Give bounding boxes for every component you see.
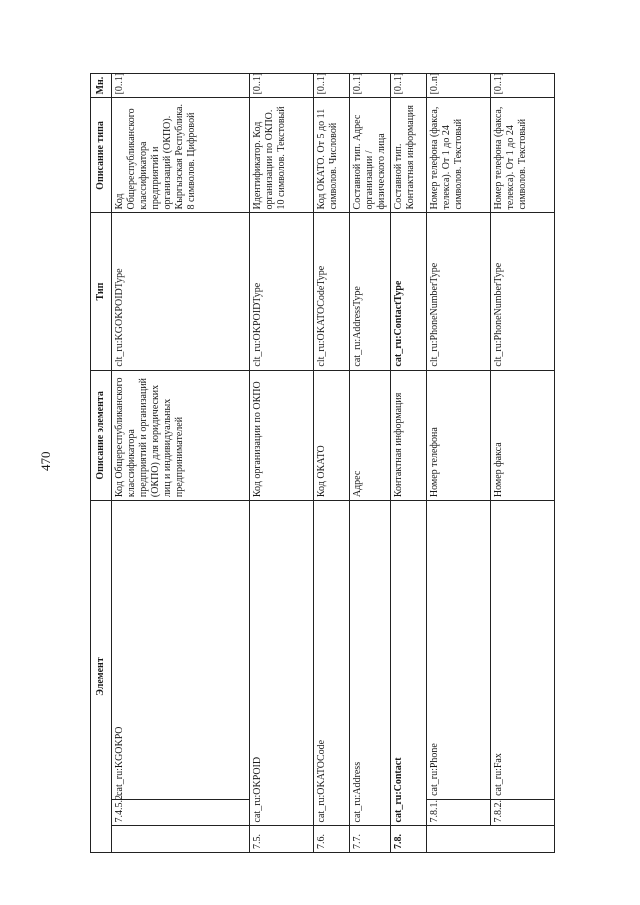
row-type-description: Код Общереспубликанского классификатора предприятий и организаций (ОКПО). Кыргызская Республика. 8 символов. Цифровой [112,98,250,213]
indent-cell [491,826,555,853]
row-element-description: Код организации по ОКПО [250,370,314,501]
row-type: clt_ru:KGOKPOIDType [112,213,250,370]
row-number: 7.8. [391,826,427,853]
row-type: clt_ru:OKPOIDType [250,213,314,370]
row-element-description: Код Общереспубликанского классификатора предприятий и организаций (ОКПО) для юридических лиц и индивидуальных предпринимателей [112,370,250,501]
row-element-description: Адрес [350,370,391,501]
row-element: cat_ru:KGOKPO [112,501,250,800]
row-element: cat_ru:Address [350,501,391,826]
table-row [250,74,314,853]
row-element-description: Номер факса [491,370,555,501]
row-number: 7.7. [350,826,391,853]
header-type-description: Описание типа [91,98,112,213]
row-type: cat_ru:AddressType [350,213,391,370]
row-number: 7.4.5.2. [112,799,250,826]
row-number: 7.5. [250,826,314,853]
row-multiplicity: [0..n] [427,74,491,98]
header-multiplicity: Мн. [91,74,112,98]
row-type: clt_ru:PhoneNumberType [427,213,491,370]
row-type: cat_ru:ContactType [391,213,427,370]
table-row [491,74,555,853]
row-number: 7.8.2. [491,799,555,826]
table-row [112,74,250,853]
table-row [350,74,391,853]
row-element-description: Номер телефона [427,370,491,501]
row-element: cat_ru:Contact [391,501,427,826]
row-multiplicity: [0..1] [314,74,350,98]
page-number-area [0,0,53,905]
indent-cell [427,826,491,853]
row-type: clt_ru:OKATOCodeType [314,213,350,370]
row-type-description: Номер телефона (факса, телекса). От 1 до 24 символов. Текстовый [491,98,555,213]
row-element-description: Код ОКАТО [314,370,350,501]
row-type-description: Номер телефона (факса, телекса). От 1 до 24 символов. Текстовый [427,98,491,213]
row-element-description: Контактная информация [391,370,427,501]
row-number: 7.6. [314,826,350,853]
row-type-description: Код ОКАТО. От 5 до 11 символов. Числовой [314,98,350,213]
row-type-description: Составной тип. Адрес организации / физического лица [350,98,391,213]
header-type: Тип [91,213,112,370]
row-multiplicity: [0..1] [491,74,555,98]
row-element: cat_ru:Fax [491,501,555,800]
table-row [314,74,350,853]
row-multiplicity: [0..1] [391,74,427,98]
row-element: cat_ru:OKPOID [250,501,314,826]
page-number: 470 [38,451,53,471]
row-element: cat_ru:OKATOCode [314,501,350,826]
row-multiplicity: [0..1] [350,74,391,98]
table-row [391,74,427,853]
table-row [427,74,491,853]
indent-cell [112,826,250,853]
row-multiplicity: [0..1] [250,74,314,98]
row-type: clt_ru:PhoneNumberType [491,213,555,370]
row-type-description: Составной тип. Контактная информация [391,98,427,213]
header-element: Элемент [91,501,112,853]
row-number: 7.8.1. [427,799,491,826]
header-element-description: Описание элемента [91,370,112,501]
row-element: cat_ru:Phone [427,501,491,800]
row-multiplicity: [0..1] [112,74,250,98]
table-header-row [91,74,112,853]
row-type-description: Идентификатор. Код организации по ОКПО. 10 символов. Текстовый [250,98,314,213]
schema-table [90,73,555,853]
